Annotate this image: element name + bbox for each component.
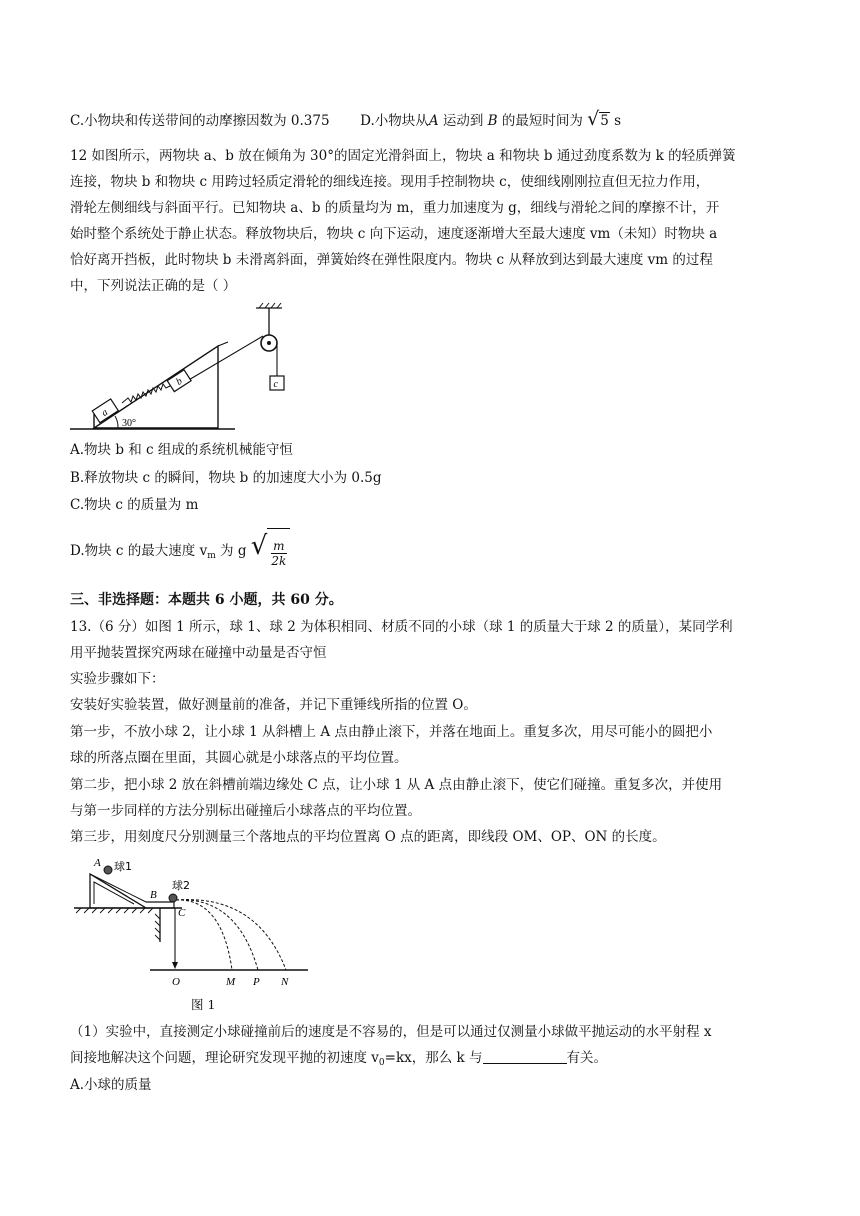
svg-text:O: O [172,976,180,988]
q12-sqrt-formula: √ $\frac{m}{2k}$ [251,528,290,575]
svg-text:球1: 球1 [114,860,132,873]
q13-stem-line-4: 安装好实验装置，做好测量前的准备，并记下重锤线所指的位置 O。 [70,697,477,713]
svg-text:球2: 球2 [172,879,190,892]
q13-sub1-line-1: （1）实验中，直接测定小球碰撞前后的速度是不容易的，但是可以通过仅测量小球做平抛运动的水平射程 x [70,1024,712,1040]
q13-figure-caption: 图 1 [191,997,216,1012]
svg-text:c: c [273,379,278,390]
svg-text:A: A [94,857,101,869]
q13-stem-line-5: 第一步，不放小球 2，让小球 1 从斜槽上 A 点由静止滚下，并落在地面上。重复多次，用尽可能小的圆把小 [70,724,713,740]
q13-stem-line-8: 与第一步同样的方法分别标出碰撞后小球落点的平均位置。 [70,803,421,819]
q12-stem-line-2: 连接，物块 b 和物块 c 用跨过轻质定滑轮的细线连接。现用手控制物块 c，使细线刚刚拉直但无拉力作用， [70,174,710,190]
q12-stem-line-1: 12 如图所示，两物块 a、b 放在倾角为 30°的固定光滑斜面上，物块 a 和物块 b 通过劲度系数为 k 的轻质弹簧 [70,148,736,164]
q12-stem-line-4: 始时整个系统处于静止状态。释放物块后，物块 c 向下运动，速度逐渐增大至最大速度 vm（未知）时物块 a [70,226,718,242]
q13-ball-1 [104,866,112,874]
svg-text:N: N [281,976,289,988]
q12-stem-line-5: 恰好离开挡板，此时物块 b 未滑离斜面，弹簧始终在弹性限度内。物块 c 从释放到达到最大速度 vm 的过程 [70,252,713,268]
svg-text:C: C [178,907,186,919]
svg-text:P: P [253,976,260,988]
q12-option-a: A.物块 b 和 c 组成的系统机械能守恒 [70,442,293,458]
q12-angle-label: 30° [122,418,136,429]
svg-text:a: a [99,406,110,419]
svg-text:M: M [226,976,236,988]
q13-sub1-line-2: 间接地解决这个问题，理论研究发现平抛的初速度 $v_0=kx$，那么 k 与 有关。 [70,1050,608,1068]
q13-sub1-option-a: A.小球的质量 [70,1077,152,1093]
svg-text:b: b [174,375,185,388]
section3-title: 三、非选择题：本题共 6 小题，共 60 分。 [70,592,343,608]
q12-option-d: D.物块 c 的最大速度 $v_m$ 为 g √ $\frac{m}{2k}$ [70,528,290,575]
q13-stem-line-2: 用平抛装置探究两球在碰撞中动量是否守恒 [70,645,327,661]
svg-text:B: B [150,889,157,901]
q12-incline-figure [70,302,300,434]
q13-stem-line-7: 第二步，把小球 2 放在斜槽前端边缘处 C 点，让小球 1 从 A 点由静止滚下，使它们碰撞。重复多次，并使用 [70,777,723,793]
q12-stem-line-3: 滑轮左侧细线与斜面平行。已知物块 a、b 的质量均为 m，重力加速度为 g，细线与滑轮之间的摩擦不计，开 [70,200,720,216]
q12-option-b: B.释放物块 c 的瞬间，物块 b 的加速度大小为 0.5g [70,470,382,486]
q11-option-d: D.小物块从A 运动到 B 的最短时间为 √5 s [360,108,622,130]
q13-answer-blank[interactable] [483,1049,567,1064]
q13-stem-line-9: 第三步，用刻度尺分别测量三个落地点的平均位置离 O 点的距离，即线段 OM、OP、ON 的长度。 [70,829,666,845]
q13-apparatus-figure [72,856,317,990]
q12-stem-line-6: 中，下列说法正确的是（ ） [70,278,237,294]
q13-ball-2 [169,894,177,902]
q11-options-cd [70,109,621,131]
q11-option-c: C.小物块和传送带间的动摩擦因数为 0.375 [70,113,330,129]
q13-stem-line-1: 13.（6 分）如图 1 所示，球 1、球 2 为体积相同、材质不同的小球（球 1 的质量大于球 2 的质量），某同学利 [70,619,733,635]
q12-option-c: C.物块 c 的质量为 m [70,497,199,513]
q13-stem-line-3: 实验步骤如下： [70,671,165,687]
q13-stem-line-6: 球的所落点圈在里面，其圆心就是小球落点的平均位置。 [70,750,408,766]
